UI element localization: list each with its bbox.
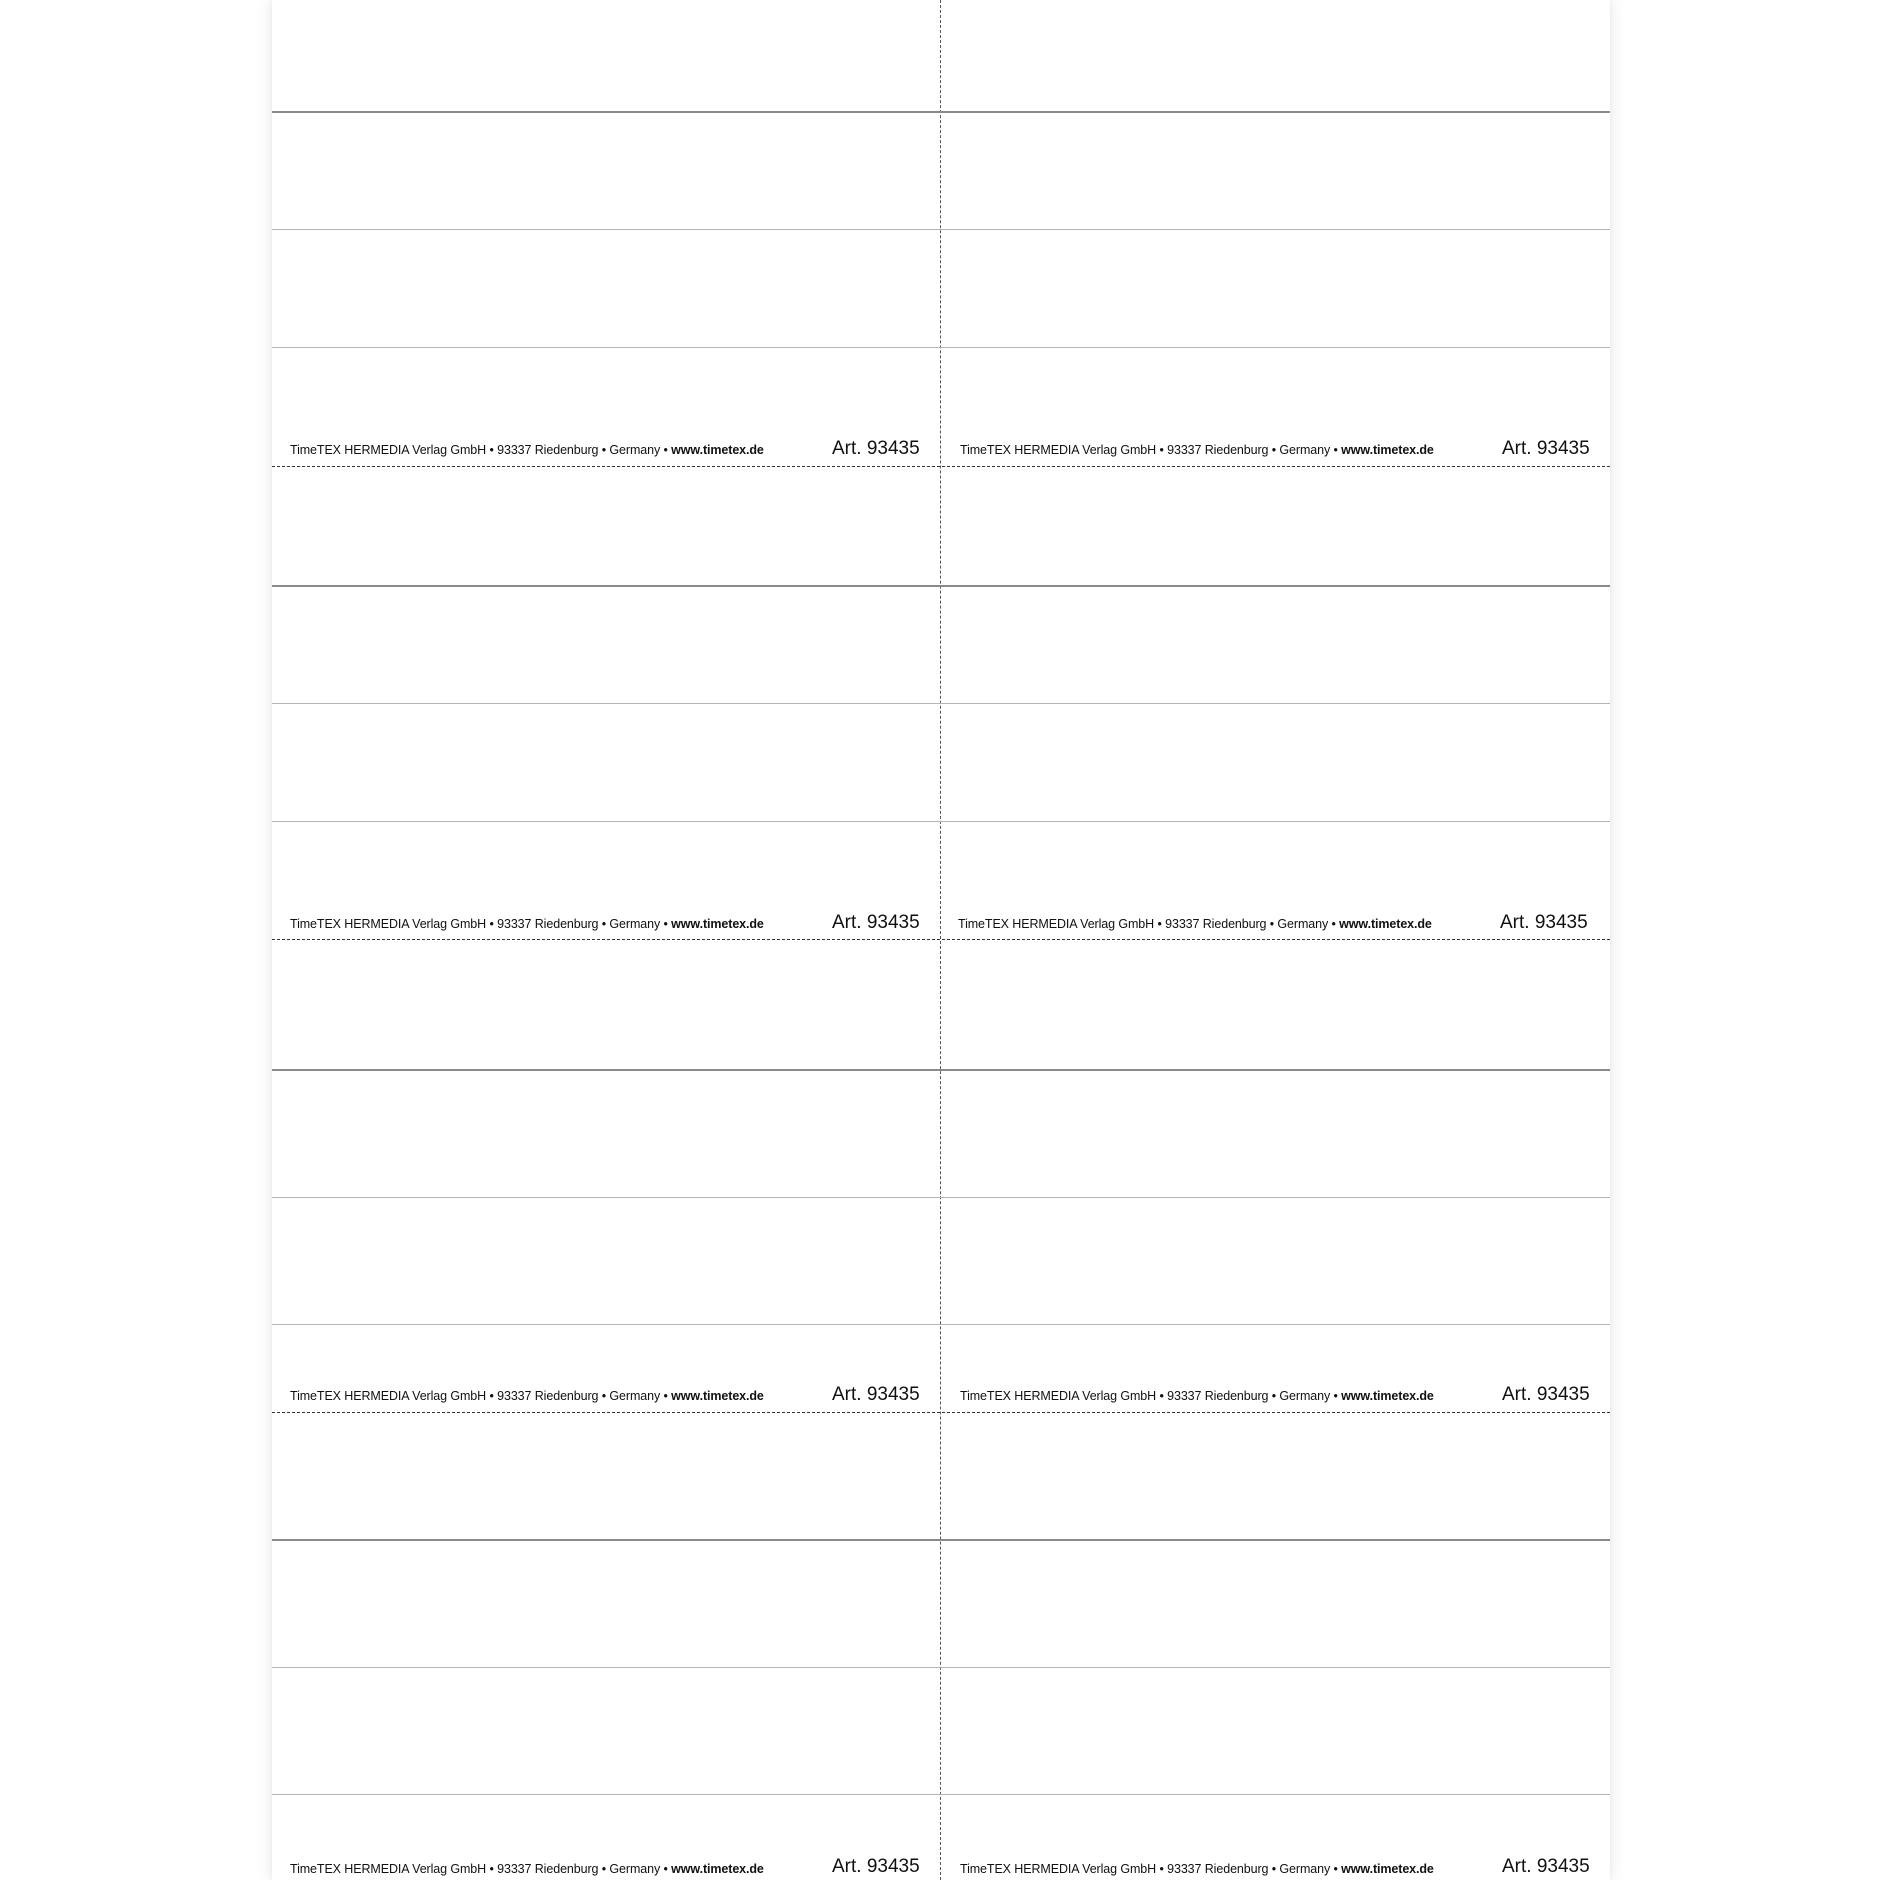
imprint-right: TimeTEX HERMEDIA Verlag GmbH • 93337 Riedenburg • Germany • www.timetex.de [960, 1389, 1434, 1403]
article-number-right: Art. 93435 [1502, 1856, 1590, 1877]
article-number-left: Art. 93435 [832, 912, 920, 933]
row-divider [272, 1324, 1610, 1325]
article-number-left: Art. 93435 [832, 1856, 920, 1877]
article-number-left: Art. 93435 [832, 1384, 920, 1405]
imprint-left: TimeTEX HERMEDIA Verlag GmbH • 93337 Riedenburg • Germany • www.timetex.de [290, 1389, 764, 1403]
imprint-right: TimeTEX HERMEDIA Verlag GmbH • 93337 Riedenburg • Germany • www.timetex.de [958, 917, 1432, 931]
row-divider [272, 703, 1610, 704]
row-divider [272, 1197, 1610, 1198]
row-divider [272, 1069, 1610, 1071]
imprint-left: TimeTEX HERMEDIA Verlag GmbH • 93337 Riedenburg • Germany • www.timetex.de [290, 1862, 764, 1876]
article-number-right: Art. 93435 [1500, 912, 1588, 933]
row-divider [272, 347, 1610, 348]
vertical-cut-line [940, 0, 941, 1880]
row-divider [272, 229, 1610, 230]
row-divider [272, 111, 1610, 113]
article-number-right: Art. 93435 [1502, 438, 1590, 459]
article-number-right: Art. 93435 [1502, 1384, 1590, 1405]
cut-line [272, 466, 1610, 467]
row-divider [272, 1539, 1610, 1541]
row-divider [272, 1667, 1610, 1668]
label-sheet [272, 0, 1610, 1880]
cut-line [272, 939, 1610, 940]
imprint-right: TimeTEX HERMEDIA Verlag GmbH • 93337 Riedenburg • Germany • www.timetex.de [960, 1862, 1434, 1876]
imprint-right: TimeTEX HERMEDIA Verlag GmbH • 93337 Riedenburg • Germany • www.timetex.de [960, 443, 1434, 457]
row-divider [272, 1794, 1610, 1795]
row-divider [272, 585, 1610, 587]
row-divider [272, 821, 1610, 822]
imprint-left: TimeTEX HERMEDIA Verlag GmbH • 93337 Riedenburg • Germany • www.timetex.de [290, 443, 764, 457]
article-number-left: Art. 93435 [832, 438, 920, 459]
cut-line [272, 1412, 1610, 1413]
imprint-left: TimeTEX HERMEDIA Verlag GmbH • 93337 Riedenburg • Germany • www.timetex.de [290, 917, 764, 931]
